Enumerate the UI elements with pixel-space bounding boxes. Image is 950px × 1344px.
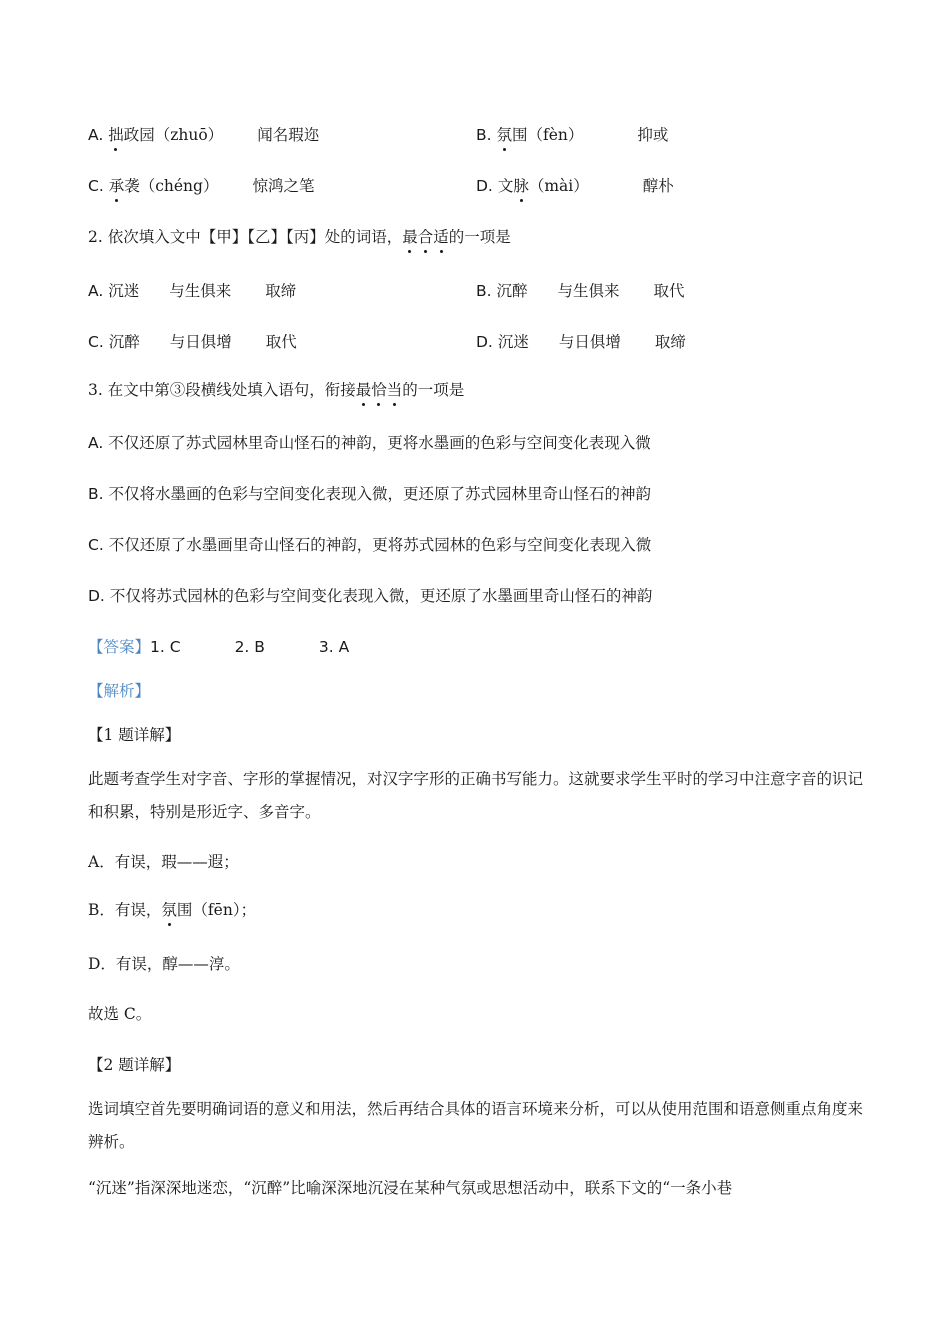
detail-1-b: B．有误，氛围（fēn）； [88, 901, 257, 919]
detail-1-a: A．有误，瑕——遐； [88, 853, 239, 871]
q2-option-b: B. 沉醉 与生俱来 取代 [476, 282, 685, 300]
detail-2-heading: 【2 题详解】 [88, 1056, 181, 1074]
detail-2-intro: 选词填空首先要明确词语的意义和用法，然后再结合具体的语言环境来分析，可以从使用范围和语意侧重点角度来辨析。 [88, 1100, 864, 1151]
q3-option-a: A. 不仅还原了苏式园林里奇山怪石的神韵，更将水墨画的色彩与空间变化表现入微 [88, 434, 651, 452]
answer-label: 【答案】 [88, 638, 151, 656]
q2-option-a: A. 沉迷 与生俱来 取缔 [88, 282, 297, 300]
q3-option-b: B. 不仅将水墨画的色彩与空间变化表现入微，更还原了苏式园林里奇山怪石的神韵 [88, 485, 652, 503]
detail-1-d: D．有误，醇——淳。 [88, 955, 240, 973]
detail-2-text: “沉迷”指深深地迷恋，“沉醉”比喻深深地沉浸在某种气氛或思想活动中，联系下文的“一条小巷 [88, 1179, 733, 1197]
q1-option-b: B. 氛围（fèn） 抑或 [476, 126, 669, 144]
q3-stem: 3. 在文中第③段横线处填入语句，衔接最恰当的一项是 [88, 381, 465, 399]
detail-1-intro: 此题考查学生对字音、字形的掌握情况，对汉字字形的正确书写能力。这就要求学生平时的学习中注意字音的识记和积累，特别是形近字、多音字。 [88, 770, 864, 821]
dotted-char: 拙 [108, 126, 124, 144]
q2-option-c: C. 沉醉 与日俱增 取代 [88, 333, 297, 351]
dotted-char: 承 [108, 177, 125, 195]
dotted-char: 脉 [513, 177, 529, 195]
answer-line: 【答案】1. C 2. B 3. A [88, 638, 350, 656]
q1-option-d: D. 文脉（mài） 醇朴 [476, 177, 674, 195]
q3-option-d: D. 不仅将苏式园林的色彩与空间变化表现入微，更还原了水墨画里奇山怪石的神韵 [88, 587, 653, 605]
detail-1-heading: 【1 题详解】 [88, 726, 181, 744]
q3-option-c: C. 不仅还原了水墨画里奇山怪石的神韵，更将苏式园林的色彩与空间变化表现入微 [88, 536, 652, 554]
q1-option-c: C. 承袭（chéng） 惊鸿之笔 [88, 177, 315, 195]
q2-stem: 2. 依次填入文中【甲】【乙】【丙】处的词语，最合适的一项是 [88, 228, 511, 246]
detail-1-conclusion: 故选 C。 [88, 1005, 152, 1023]
dotted-char: 氛 [496, 126, 513, 144]
q1-option-a: A. 拙政园（zhuō） 闻名瑕迩 [88, 126, 320, 144]
q2-option-d: D. 沉迷 与日俱增 取缔 [476, 333, 686, 351]
analysis-label: 【解析】 [88, 682, 151, 700]
